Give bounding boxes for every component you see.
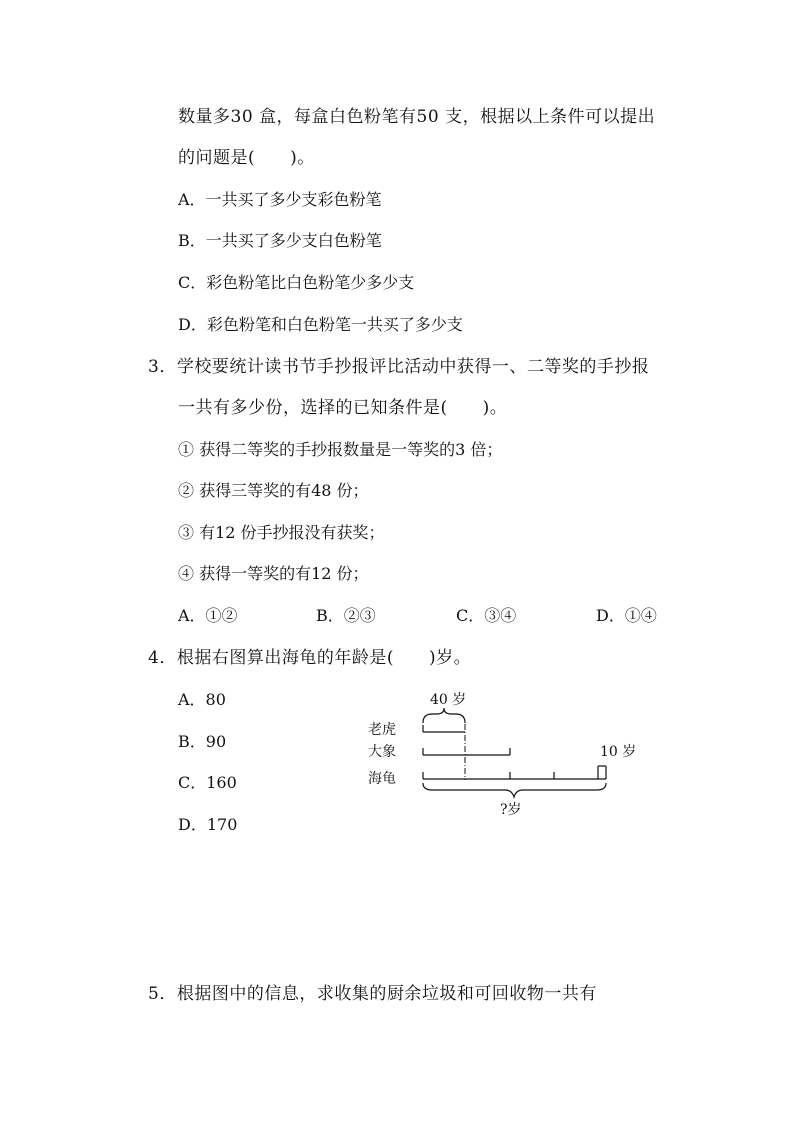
q2-option-b[interactable]: B．一共买了多少支白色粉笔 [178,231,382,250]
q3-condition-4: ④ 获得一等奖的有12 份； [178,564,369,583]
elephant-segment [423,748,510,755]
q4-option-c[interactable]: C．160 [178,773,237,792]
q2-option-a[interactable]: A．一共买了多少支彩色粉笔 [178,190,382,209]
q2-stem-line-2: 的问题是( )。 [178,148,315,168]
q2-option-c[interactable]: C．彩色粉笔比白色粉笔少多少支 [178,273,415,292]
turtle-segment [423,766,606,779]
q2-option-d[interactable]: D．彩色粉笔和白色粉笔一共买了多少支 [178,315,463,334]
q3-stem-line-1: 3．学校要统计读书节手抄报评比活动中获得一、二等奖的手抄报 [148,357,650,377]
q3-option-d[interactable]: D．①④ [596,606,657,625]
q3-condition-3: ③ 有12 份手抄报没有获奖； [178,523,385,542]
label-tiger: 老虎 [368,722,396,738]
q4-stem: 4．根据右图算出海龟的年龄是( )岁。 [148,648,472,668]
bottom-brace-label: ?岁 [500,802,522,818]
q4-option-a[interactable]: A．80 [178,690,226,709]
q4-option-d[interactable]: D．170 [178,815,238,834]
q3-stem-line-2: 一共有多少份，选择的已知条件是( )。 [178,398,508,418]
q3-condition-1: ① 获得二等奖的手抄报数量是一等奖的3 倍； [178,440,503,459]
top-brace-label: 40 岁 [430,692,467,708]
q3-option-b[interactable]: B．②③ [316,606,376,625]
q3-option-a[interactable]: A．①② [178,606,238,625]
bottom-brace [423,783,606,797]
q2-stem-line-1: 数量多30 盒，每盒白色粉笔有50 支，根据以上条件可以提出 [178,107,656,127]
q5-stem: 5．根据图中的信息，求收集的厨余垃圾和可回收物一共有 [148,984,597,1004]
top-brace [423,708,465,723]
extra-label: 10 岁 [600,744,637,760]
q4-segment-diagram [360,690,660,825]
q3-option-c[interactable]: C．③④ [456,606,517,625]
label-turtle: 海龟 [368,771,396,787]
label-elephant: 大象 [368,744,396,760]
tiger-segment [423,725,465,732]
q3-condition-2: ② 获得三等奖的有48 份； [178,481,369,500]
q4-option-b[interactable]: B．90 [178,732,227,751]
